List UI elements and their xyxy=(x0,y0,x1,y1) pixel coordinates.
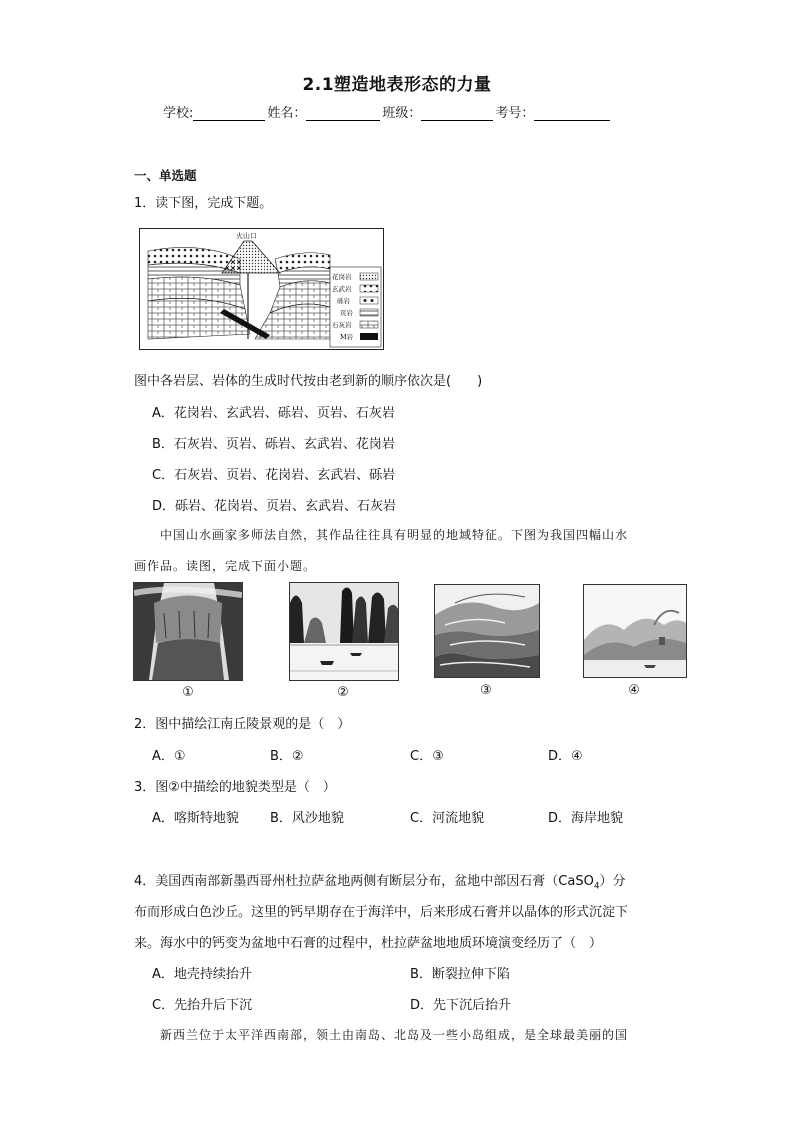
legend-conglomerate: 砾岩 xyxy=(337,297,350,305)
q1-option-a[interactable]: A．花岗岩、玄武岩、砾岩、页岩、石灰岩 xyxy=(152,406,395,421)
q1-geology-figure xyxy=(139,228,384,350)
q1-stem: 1．读下图，完成下题。 xyxy=(134,196,273,211)
painting-2-label: ② xyxy=(337,685,349,700)
page-title: 2.1塑造地表形态的力量 xyxy=(302,75,492,95)
q3-option-d[interactable]: D．海岸地貌 xyxy=(548,811,624,826)
q4-option-b[interactable]: B．断裂拉伸下陷 xyxy=(410,967,510,982)
q4-line1-end: ）分 xyxy=(599,874,626,889)
q4-line3: 来。海水中的钙变为盆地中石膏的过程中，杜拉萨盆地地质环境演变经历了（ ） xyxy=(134,936,603,951)
q2-stem: 2．图中描绘江南丘陵景观的是（ ） xyxy=(134,717,351,732)
q2-option-a[interactable]: A．① xyxy=(152,749,186,764)
q3-option-b[interactable]: B．风沙地貌 xyxy=(270,811,344,826)
q3-option-a[interactable]: A．喀斯特地貌 xyxy=(152,811,239,826)
q1-option-b[interactable]: B．石灰岩、页岩、砾岩、玄武岩、花岗岩 xyxy=(152,437,395,452)
q4-option-c[interactable]: C．先抬升后下沉 xyxy=(152,998,253,1013)
painting-3-label: ③ xyxy=(480,683,492,698)
school-blank[interactable] xyxy=(193,106,265,121)
q2-option-c[interactable]: C．③ xyxy=(410,749,444,764)
q1-question: 图中各岩层、岩体的生成时代按由老到新的顺序依次是( ) xyxy=(134,374,483,389)
q1-option-c[interactable]: C．石灰岩、页岩、花岗岩、玄武岩、砾岩 xyxy=(152,468,396,483)
q2-option-d[interactable]: D．④ xyxy=(548,749,583,764)
section-title: 一、单选题 xyxy=(134,168,197,183)
q4-line1-text: 4．美国西南部新墨西哥州杜拉萨盆地两侧有断层分布，盆地中部因石膏（CaSO xyxy=(134,874,594,889)
school-label: 学校: xyxy=(163,106,194,121)
q2-option-b[interactable]: B．② xyxy=(270,749,304,764)
q1-option-d[interactable]: D．砾岩、花岗岩、页岩、玄武岩、石灰岩 xyxy=(152,499,397,514)
painting-1-label: ① xyxy=(182,685,194,700)
name-blank[interactable] xyxy=(306,106,380,121)
exam-no-label: 考号： xyxy=(495,106,535,121)
q3-stem: 3．图②中描绘的地貌类型是（ ） xyxy=(134,780,336,795)
painting-1-gorge xyxy=(133,582,243,681)
legend-m-rock: M岩 xyxy=(340,333,354,341)
legend-granite: 花岗岩 xyxy=(332,273,352,281)
q4-option-a[interactable]: A．地壳持续抬升 xyxy=(152,967,252,982)
passage2-line1: 中国山水画家多师法自然，其作品往往具有明显的地域特征。下图为我国四幅山水 xyxy=(160,528,629,542)
passage5-line1: 新西兰位于太平洋西南部，领土由南岛、北岛及一些小岛组成，是全球最美丽的国 xyxy=(160,1028,629,1042)
painting-2-karst xyxy=(289,582,399,681)
q4-line1 xyxy=(134,870,626,892)
legend-basalt: 玄武岩 xyxy=(332,285,352,293)
q4-option-d[interactable]: D．先下沉后抬升 xyxy=(410,998,512,1013)
painting-4-label: ④ xyxy=(628,683,640,698)
q3-option-c[interactable]: C．河流地貌 xyxy=(410,811,485,826)
q4-line2: 布而形成白色沙丘。这里的钙早期存在于海洋中，后来形成石膏并以晶体的形式沉淀下 xyxy=(134,905,629,920)
student-info-line xyxy=(163,102,612,121)
legend-limestone: 石灰岩 xyxy=(332,321,352,329)
class-blank[interactable] xyxy=(421,106,493,121)
name-label: 姓名： xyxy=(267,106,307,121)
painting-3-loess xyxy=(434,584,540,678)
rock-strata-diagram xyxy=(140,229,383,349)
crater-label: 火山口 xyxy=(236,232,257,240)
legend-shale: 页岩 xyxy=(340,309,353,317)
exam-no-blank[interactable] xyxy=(534,106,610,121)
painting-4-hills xyxy=(583,584,687,678)
class-label: 班级： xyxy=(382,106,422,121)
passage2-line2: 画作品。读图，完成下面小题。 xyxy=(134,559,317,573)
q4-subscript: 4 xyxy=(593,881,600,892)
